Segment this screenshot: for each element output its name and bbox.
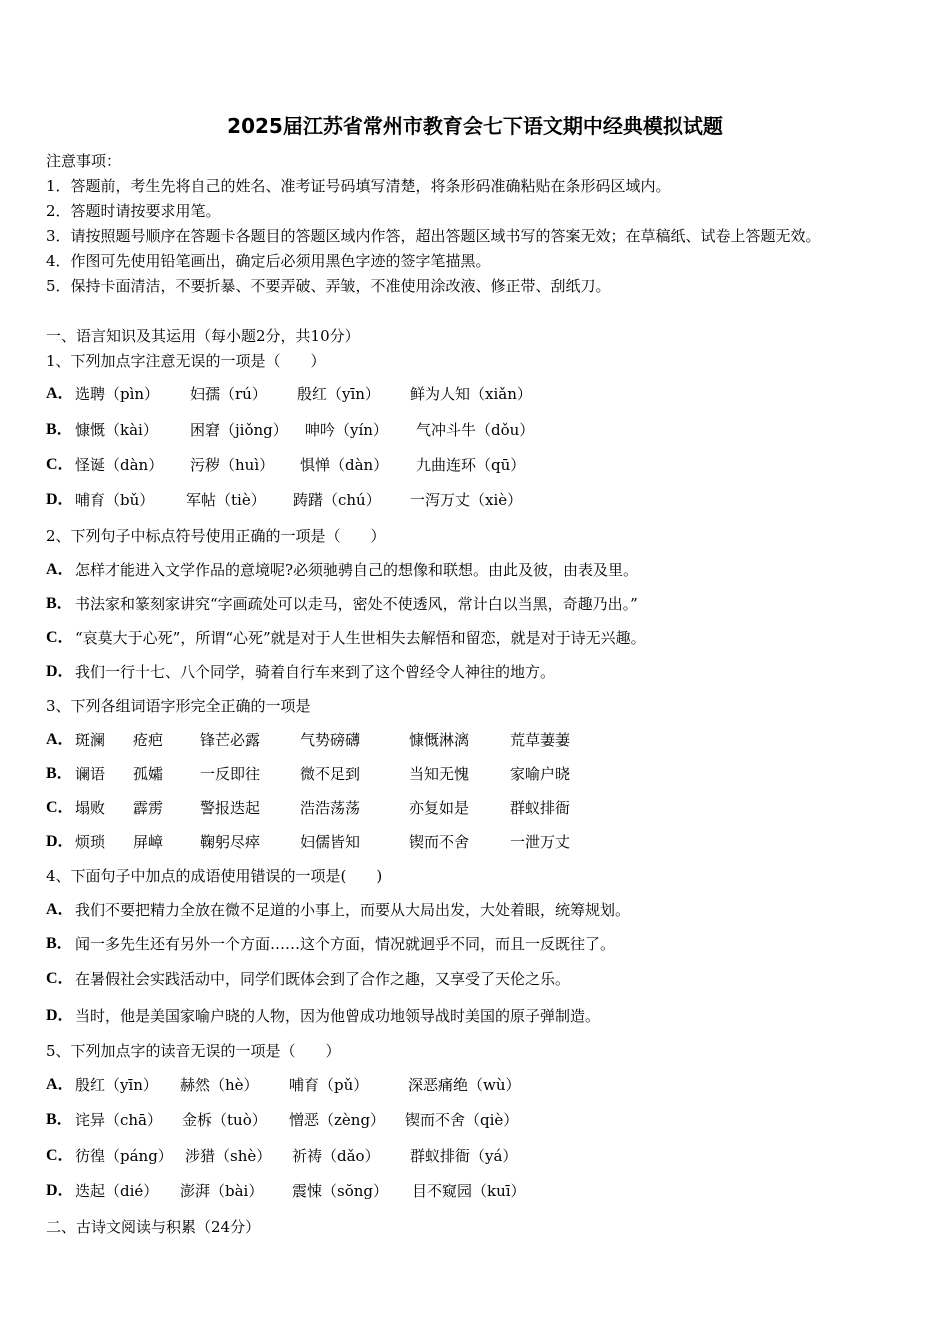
option-c	[46, 798, 946, 818]
option-text: 微不足到	[300, 765, 361, 783]
notice-item: 1．答题前，考生先将自己的姓名、准考证号码填写清楚，将条形码准确粘贴在条形码区域内。	[46, 177, 671, 195]
option-letter: D．	[46, 663, 74, 680]
option-text: 烦琐	[75, 833, 106, 851]
option-letter: A．	[46, 731, 74, 748]
option-text: 澎湃（bài）	[180, 1182, 264, 1200]
option-letter: C．	[46, 456, 74, 473]
option-c	[46, 628, 946, 648]
option-text: “哀莫大于心死”，所谓“心死”就是对于人生世相失去解悟和留恋，就是对于诗无兴趣。	[75, 629, 646, 647]
option-letter: D．	[46, 491, 74, 508]
option-text: 呻吟（yín）	[305, 421, 388, 439]
option-d	[46, 1181, 946, 1201]
option-text: 浩浩荡荡	[300, 799, 361, 817]
option-d	[46, 490, 946, 510]
option-text: 群蚁排衙（yá）	[410, 1147, 518, 1165]
option-text: 憎恶（zèng）	[289, 1111, 386, 1129]
option-b	[46, 1110, 946, 1130]
option-d	[46, 1006, 946, 1026]
option-letter: A．	[46, 385, 74, 402]
option-text: 荒草萋萋	[510, 731, 571, 749]
option-text: 当时，他是美国家喻户晓的人物，因为他曾成功地领导战时美国的原子弹制造。	[75, 1007, 601, 1025]
option-text: 军帖（tiè）	[186, 491, 266, 509]
option-letter: D．	[46, 833, 74, 850]
option-text: 家喻户晓	[510, 765, 571, 783]
option-text: 塌败	[75, 799, 106, 817]
option-letter: A．	[46, 1076, 74, 1093]
question-stem: 2、下列句子中标点符号使用正确的一项是（ ）	[46, 527, 386, 545]
notice-heading: 注意事项：	[46, 152, 122, 170]
option-text: 慷慨（kài）	[75, 421, 158, 439]
option-b	[46, 420, 946, 440]
option-text: 赫然（hè）	[180, 1076, 259, 1094]
notice-item: 4．作图可先使用铅笔画出，确定后必须用黑色字迹的签字笔描黑。	[46, 252, 491, 270]
option-letter: B．	[46, 1111, 73, 1128]
option-text: 书法家和篆刻家讲究“字画疏处可以走马，密处不使透风，常计白以当黑，奇趣乃出。”	[75, 595, 638, 613]
option-letter: A．	[46, 561, 74, 578]
option-text: 屏嶂	[133, 833, 164, 851]
option-c	[46, 969, 946, 989]
option-text: 诧异（chā）	[75, 1111, 163, 1129]
option-text: 锋芒必露	[200, 731, 261, 749]
option-text: 气冲斗牛（dǒu）	[416, 421, 535, 439]
option-b	[46, 764, 946, 784]
option-text: 金柝（tuò）	[182, 1111, 267, 1129]
option-text: 彷徨（páng）	[75, 1147, 173, 1165]
option-text: 我们不要把精力全放在微不足道的小事上，而要从大局出发，大处着眼，统筹规划。	[75, 901, 631, 919]
option-text: 殷红（yīn）	[75, 1076, 158, 1094]
option-letter: B．	[46, 421, 73, 438]
option-letter: B．	[46, 595, 73, 612]
notice-item: 5．保持卡面清洁，不要折暴、不要弄破、弄皱，不准使用涂改液、修正带、刮纸刀。	[46, 277, 611, 295]
option-a	[46, 730, 946, 750]
option-text: 涉猎（shè）	[185, 1147, 272, 1165]
option-text: 祈祷（dǎo）	[292, 1147, 380, 1165]
question-stem: 5、下列加点字的读音无误的一项是（ ）	[46, 1042, 341, 1060]
option-text: 殷红（yīn）	[297, 385, 380, 403]
option-text: 污秽（huì）	[190, 456, 275, 474]
option-text: 鲜为人知（xiǎn）	[410, 385, 532, 403]
option-text: 群蚁排衙	[510, 799, 571, 817]
option-letter: B．	[46, 765, 73, 782]
option-text: 锲而不舍（qiè）	[405, 1111, 519, 1129]
option-text: 妇孺（rú）	[190, 385, 267, 403]
option-letter: C．	[46, 1147, 74, 1164]
option-b	[46, 594, 946, 614]
option-text: 怎样才能进入文学作品的意境呢?必须驰骋自己的想像和联想。由此及彼，由表及里。	[75, 561, 639, 579]
option-letter: C．	[46, 970, 74, 987]
option-text: 震悚（sŏng）	[292, 1182, 388, 1200]
option-text: 一泻万丈（xiè）	[410, 491, 523, 509]
option-text: 闻一多先生还有另外一个方面……这个方面，情况就迥乎不同，而且一反既往了。	[75, 935, 616, 953]
option-d	[46, 662, 946, 682]
option-a	[46, 384, 946, 404]
option-text: 惧惮（dàn）	[300, 456, 389, 474]
option-text: 踌躇（chú）	[293, 491, 381, 509]
option-text: 妇儒皆知	[300, 833, 361, 851]
option-letter: A．	[46, 901, 74, 918]
option-text: 九曲连环（qū）	[416, 456, 526, 474]
option-text: 斑澜	[75, 731, 106, 749]
question-stem: 4、下面句子中加点的成语使用错误的一项是( )	[46, 867, 383, 885]
option-text: 深恶痛绝（wù）	[408, 1076, 521, 1094]
option-text: 怪诞（dàn）	[75, 456, 164, 474]
option-text: 慷慨淋漓	[409, 731, 470, 749]
option-a	[46, 900, 946, 920]
option-letter: B．	[46, 935, 73, 952]
option-letter: D．	[46, 1007, 74, 1024]
option-text: 霹雳	[133, 799, 164, 817]
option-text: 一泄万丈	[510, 833, 571, 851]
option-text: 哺育（bǔ）	[75, 491, 155, 509]
option-letter: C．	[46, 799, 74, 816]
option-letter: C．	[46, 629, 74, 646]
option-text: 气势磅礴	[300, 731, 361, 749]
question-stem: 3、下列各组词语字形完全正确的一项是	[46, 697, 311, 715]
page-title: 2025届江苏省常州市教育会七下语文期中经典模拟试题	[227, 114, 723, 138]
option-text: 孤孀	[133, 765, 164, 783]
option-text: 一反即往	[200, 765, 261, 783]
option-a	[46, 560, 946, 580]
section-heading: 二、古诗文阅读与积累（24分）	[46, 1218, 261, 1236]
question-stem: 1、下列加点字注意无误的一项是（ ）	[46, 352, 326, 370]
option-c	[46, 1146, 946, 1166]
option-c	[46, 455, 946, 475]
option-text: 锲而不舍	[409, 833, 470, 851]
option-letter: D．	[46, 1182, 74, 1199]
notice-item: 2．答题时请按要求用笔。	[46, 202, 221, 220]
option-text: 当知无愧	[409, 765, 470, 783]
option-text: 在暑假社会实践活动中，同学们既体会到了合作之趣，又享受了天伦之乐。	[75, 970, 571, 988]
option-text: 迭起（dié）	[75, 1182, 159, 1200]
option-text: 亦复如是	[409, 799, 470, 817]
option-b	[46, 934, 946, 954]
option-text: 谰语	[75, 765, 106, 783]
option-text: 疮疤	[133, 731, 164, 749]
option-text: 警报迭起	[200, 799, 261, 817]
notice-item: 3．请按照题号顺序在答题卡各题目的答题区域内作答，超出答题区域书写的答案无效；在草稿纸、试卷上答题无效。	[46, 227, 821, 245]
option-text: 我们一行十七、八个同学，骑着自行车来到了这个曾经令人神往的地方。	[75, 663, 556, 681]
option-text: 哺育（pǔ）	[289, 1076, 369, 1094]
option-text: 困窘（jiǒng）	[190, 421, 288, 439]
section-heading: 一、语言知识及其运用（每小题2分，共10分）	[46, 327, 360, 345]
option-text: 目不窥园（kuī）	[412, 1182, 526, 1200]
option-text: 选聘（pìn）	[75, 385, 160, 403]
option-a	[46, 1075, 946, 1095]
option-text: 鞠躬尽瘁	[200, 833, 261, 851]
option-d	[46, 832, 946, 852]
